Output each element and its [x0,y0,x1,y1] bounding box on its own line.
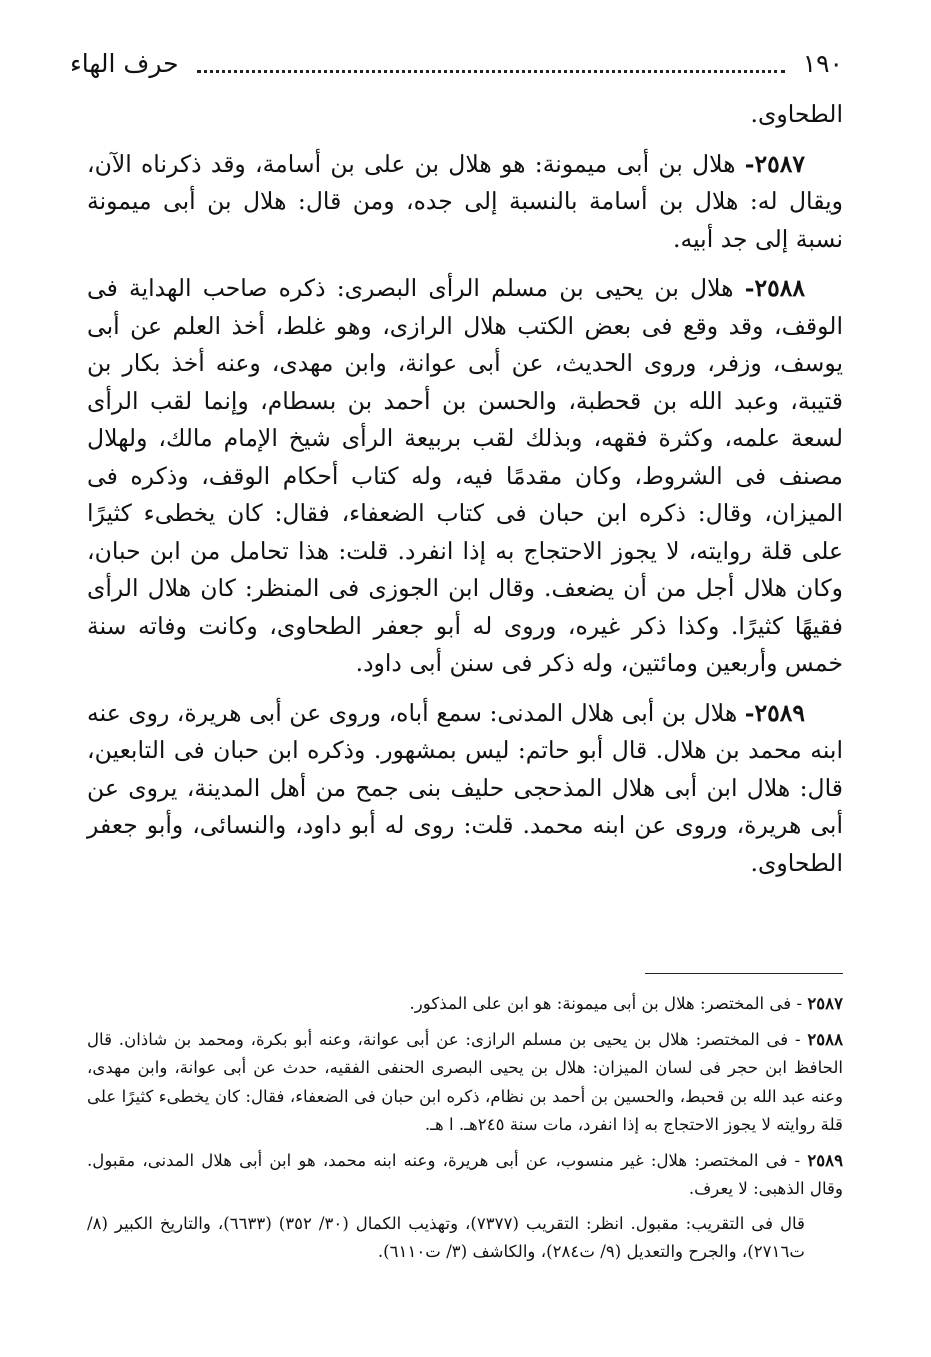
footnote-2588 [87,1025,843,1140]
footnote-number: ٢٥٨٧ [807,993,843,1013]
entry-text: هلال بن أبى ميمونة: هو هلال بن على بن أسامة، وقد ذكرناه الآن، ويقال له: هلال بن أسامة بالنسبة إلى جده، ومن قال: هلال بن أبى ميمونة نسبة إلى جد أبيه. [87,149,843,253]
footnote-number: ٢٥٨٩ [807,1149,843,1170]
footnote-text: - فى المختصر: هلال بن يحيى بن مسلم الرازى: عن أبى عوانة، وعنه أبو بكرة، ومحمد بن شاذان. قال الحافظ ابن حجر فى لسان الميزان: هلال بن يحيى البصرى الحنفى الفقيه، حدث عن أبى عوانة، وابن مهدى، وعنه عبد الله بن قحبط، والحسين بن أحمد بن نظام، ذكره ابن حبان فى الضعفاء، فقال: كان يخطىء كثيرًا على قلة روايته لا يجوز الاحتجاج به إذا انفرد، مات سنة ٢٤٥هـ. ا هـ. [87,1029,843,1134]
entry-number: ٢٥٨٨- [744,274,805,302]
entry-text: هلال بن يحيى بن مسلم الرأى البصرى: ذكره صاحب الهداية فى الوقف، وقد وقع فى بعض الكتب هلال الرازى، وهو غلط، أخذ العلم عن أبى يوسف، وزفر، وروى الحديث، عن أبى عوانة، وابن مهدى، وعنه أخذ بكار بن قتيبة، وعبد الله بن قحطبة، والحسن بن أحمد بن بسطام، وإنما لقب الرأى لسعة علمه، وكثرة فقهه، وبذلك لقب بربيعة الرأى شيخ الإمام مالك، ولهلال مصنف فى الشروط، وكان مقدمًا فيه، وله كتاب أحكام الوقف، وذكره فى الميزان، وقال: ذكره ابن حبان فى كتاب الضعفاء، فقال: كان يخطىء كثيرًا على قلة روايته، لا يجوز الاحتجاج به إذا انفرد. قلت: هذا تحامل من ابن حبان، وكان هلال أجل من أن يضعف. وقال ابن الجوزى فى المنظر: كان هلال الرأى فقيهًا كثيرًا. وكذا ذكر غيره، وروى له أبو جعفر الطحاوى، وكانت وفاته سنة خمس وأربعين ومائتين، وله ذكر فى سنن أبى داود. [87,274,843,677]
entry-2589 [87,695,843,883]
footnote-text: - فى المختصر: هلال بن أبى ميمونة: هو ابن على المذكور. [409,994,808,1013]
entry-2588 [87,270,843,683]
footnote-number: ٢٥٨٨ [807,1028,843,1049]
footnote-text: قال فى التقريب: مقبول. انظر: التقريب (٧٣٧٧)، وتهذيب الكمال (٣٠/ ٣٥٢) (٦٦٣٣)، والتاريخ الكبير (٨/ ت٢٧١٦)، والجرح والتعديل (٩/ ت٢٨٤)، والكاشف (٣/ ت٦١١٠). [87,1213,805,1261]
page-number: ١٩٠ [802,49,843,78]
footnote-2589 [87,1146,843,1204]
footnote-2587 [87,989,843,1019]
entry-2587 [87,146,843,259]
footnote-separator [645,973,843,974]
header-dotted-leader [197,68,785,73]
page-header [70,44,843,84]
entry-number: ٢٥٨٩- [744,698,805,727]
footnotes [87,989,843,1267]
footnote-text: - فى المختصر: هلال: غير منسوب، عن أبى هريرة، وعنه ابنه محمد، هو ابن أبى هلال المدنى، مقبول. وقال الذهبى: لا يعرف. [87,1150,843,1198]
main-text [87,96,843,882]
footnote-2589-references [87,1210,843,1267]
entry-number: ٢٥٨٧- [744,149,805,178]
entry-text: هلال بن أبى هلال المدنى: سمع أباه، وروى عن أبى هريرة، روى عنه ابنه محمد بن هلال. قال أبو حاتم: ليس بمشهور. وذكره ابن حبان فى التابعين، قال: هلال ابن أبى هلال المذحجى حليف بنى جمح من أهل المدينة، يروى عن أبى هريرة، وروى عن ابنه محمد. قلت: روى له أبو داود، والنسائى، وأبو جعفر الطحاوى. [87,698,843,877]
running-title: حرف الهاء [70,49,179,78]
continuation-paragraph: الطحاوى. [750,100,843,128]
